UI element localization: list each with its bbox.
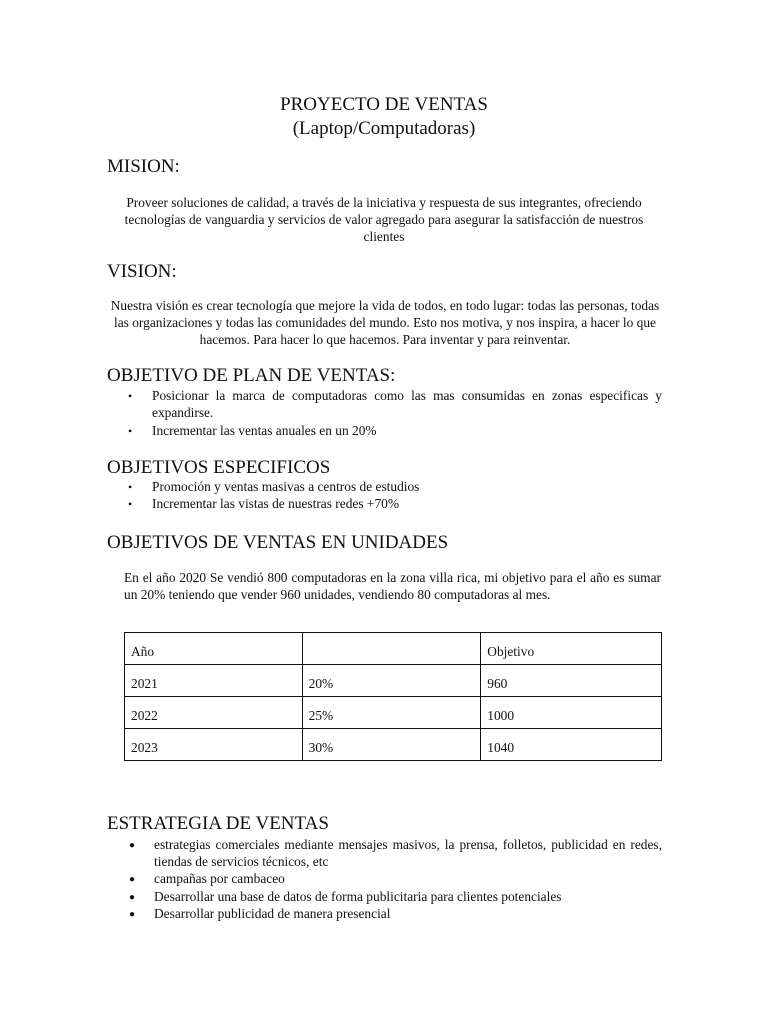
table-header-cell: Objetivo <box>481 633 662 665</box>
vision-text: Nuestra visión es crear tecnología que mejore la vida de todos, en todo lugar: todas las personas, todas las organizaciones y todas las comunidades del mundo. Esto nos motiva, y nos inspira, a hacer lo que hacemos. Para hacer lo que hacemos. Para inventar y para reinventar. <box>110 298 660 347</box>
table-cell: 30% <box>302 729 481 761</box>
objetivos-especificos-heading: OBJETIVOS ESPECIFICOS <box>107 457 331 478</box>
objetivos-unidades-text: En el año 2020 Se vendió 800 computadoras en la zona villa rica, mi objetivo para el año es sumar un 20% teniendo que vender 960 unidades, vendiendo 80 computadoras al mes. <box>124 570 661 602</box>
objetivo-plan-heading: OBJETIVO DE PLAN DE VENTAS: <box>107 365 396 386</box>
list-item: ● campañas por cambaceo <box>128 871 662 888</box>
list-item: ● Desarrollar una base de datos de forma publicitaria para clientes potenciales <box>128 889 662 906</box>
list-item: • Promoción y ventas masivas a centros de estudios <box>126 479 662 496</box>
table-cell: 2022 <box>125 697 303 729</box>
table-header-cell <box>302 633 481 665</box>
document-subtitle: (Laptop/Computadoras) <box>292 118 476 139</box>
estrategia-list <box>128 837 662 924</box>
table-header-cell: Año <box>125 633 303 665</box>
table-cell: 1040 <box>481 729 662 761</box>
list-item: • Posicionar la marca de computadoras como las mas consumidas en zonas especificas y expandirse. <box>126 388 662 421</box>
table-cell: 960 <box>481 665 662 697</box>
objetivo-plan-list <box>126 388 662 442</box>
objetivos-unidades-heading: OBJETIVOS DE VENTAS EN UNIDADES <box>107 532 449 553</box>
list-item: ● estrategias comerciales mediante mensajes masivos, la prensa, folletos, publicidad en redes, tiendas de servicios técnicos, etc <box>128 837 662 870</box>
list-item: ● Desarrollar publicidad de manera presencial <box>128 906 662 923</box>
table-cell: 2023 <box>125 729 303 761</box>
table-row <box>125 697 662 729</box>
mision-text: Proveer soluciones de calidad, a través de la iniciativa y respuesta de sus integrantes, ofreciendo tecnologías de vanguardia y servicios de valor agregado para asegurar la satisfacción de nuestros clientes <box>124 195 644 244</box>
table-cell: 20% <box>302 665 481 697</box>
list-item: • Incrementar las ventas anuales en un 20% <box>126 423 662 440</box>
vision-heading: VISION: <box>107 261 177 282</box>
mision-heading: MISION: <box>107 156 180 177</box>
estrategia-heading: ESTRATEGIA DE VENTAS <box>107 813 329 834</box>
objetivos-especificos-list <box>126 479 662 512</box>
table-cell: 2021 <box>125 665 303 697</box>
list-item: • Incrementar las vistas de nuestras redes +70% <box>126 496 662 513</box>
table-cell: 25% <box>302 697 481 729</box>
table-cell: 1000 <box>481 697 662 729</box>
table-row <box>125 729 662 761</box>
table-row <box>125 665 662 697</box>
table-header-row <box>125 633 662 665</box>
document-title: PROYECTO DE VENTAS <box>280 94 488 115</box>
objetivos-table <box>124 632 662 761</box>
